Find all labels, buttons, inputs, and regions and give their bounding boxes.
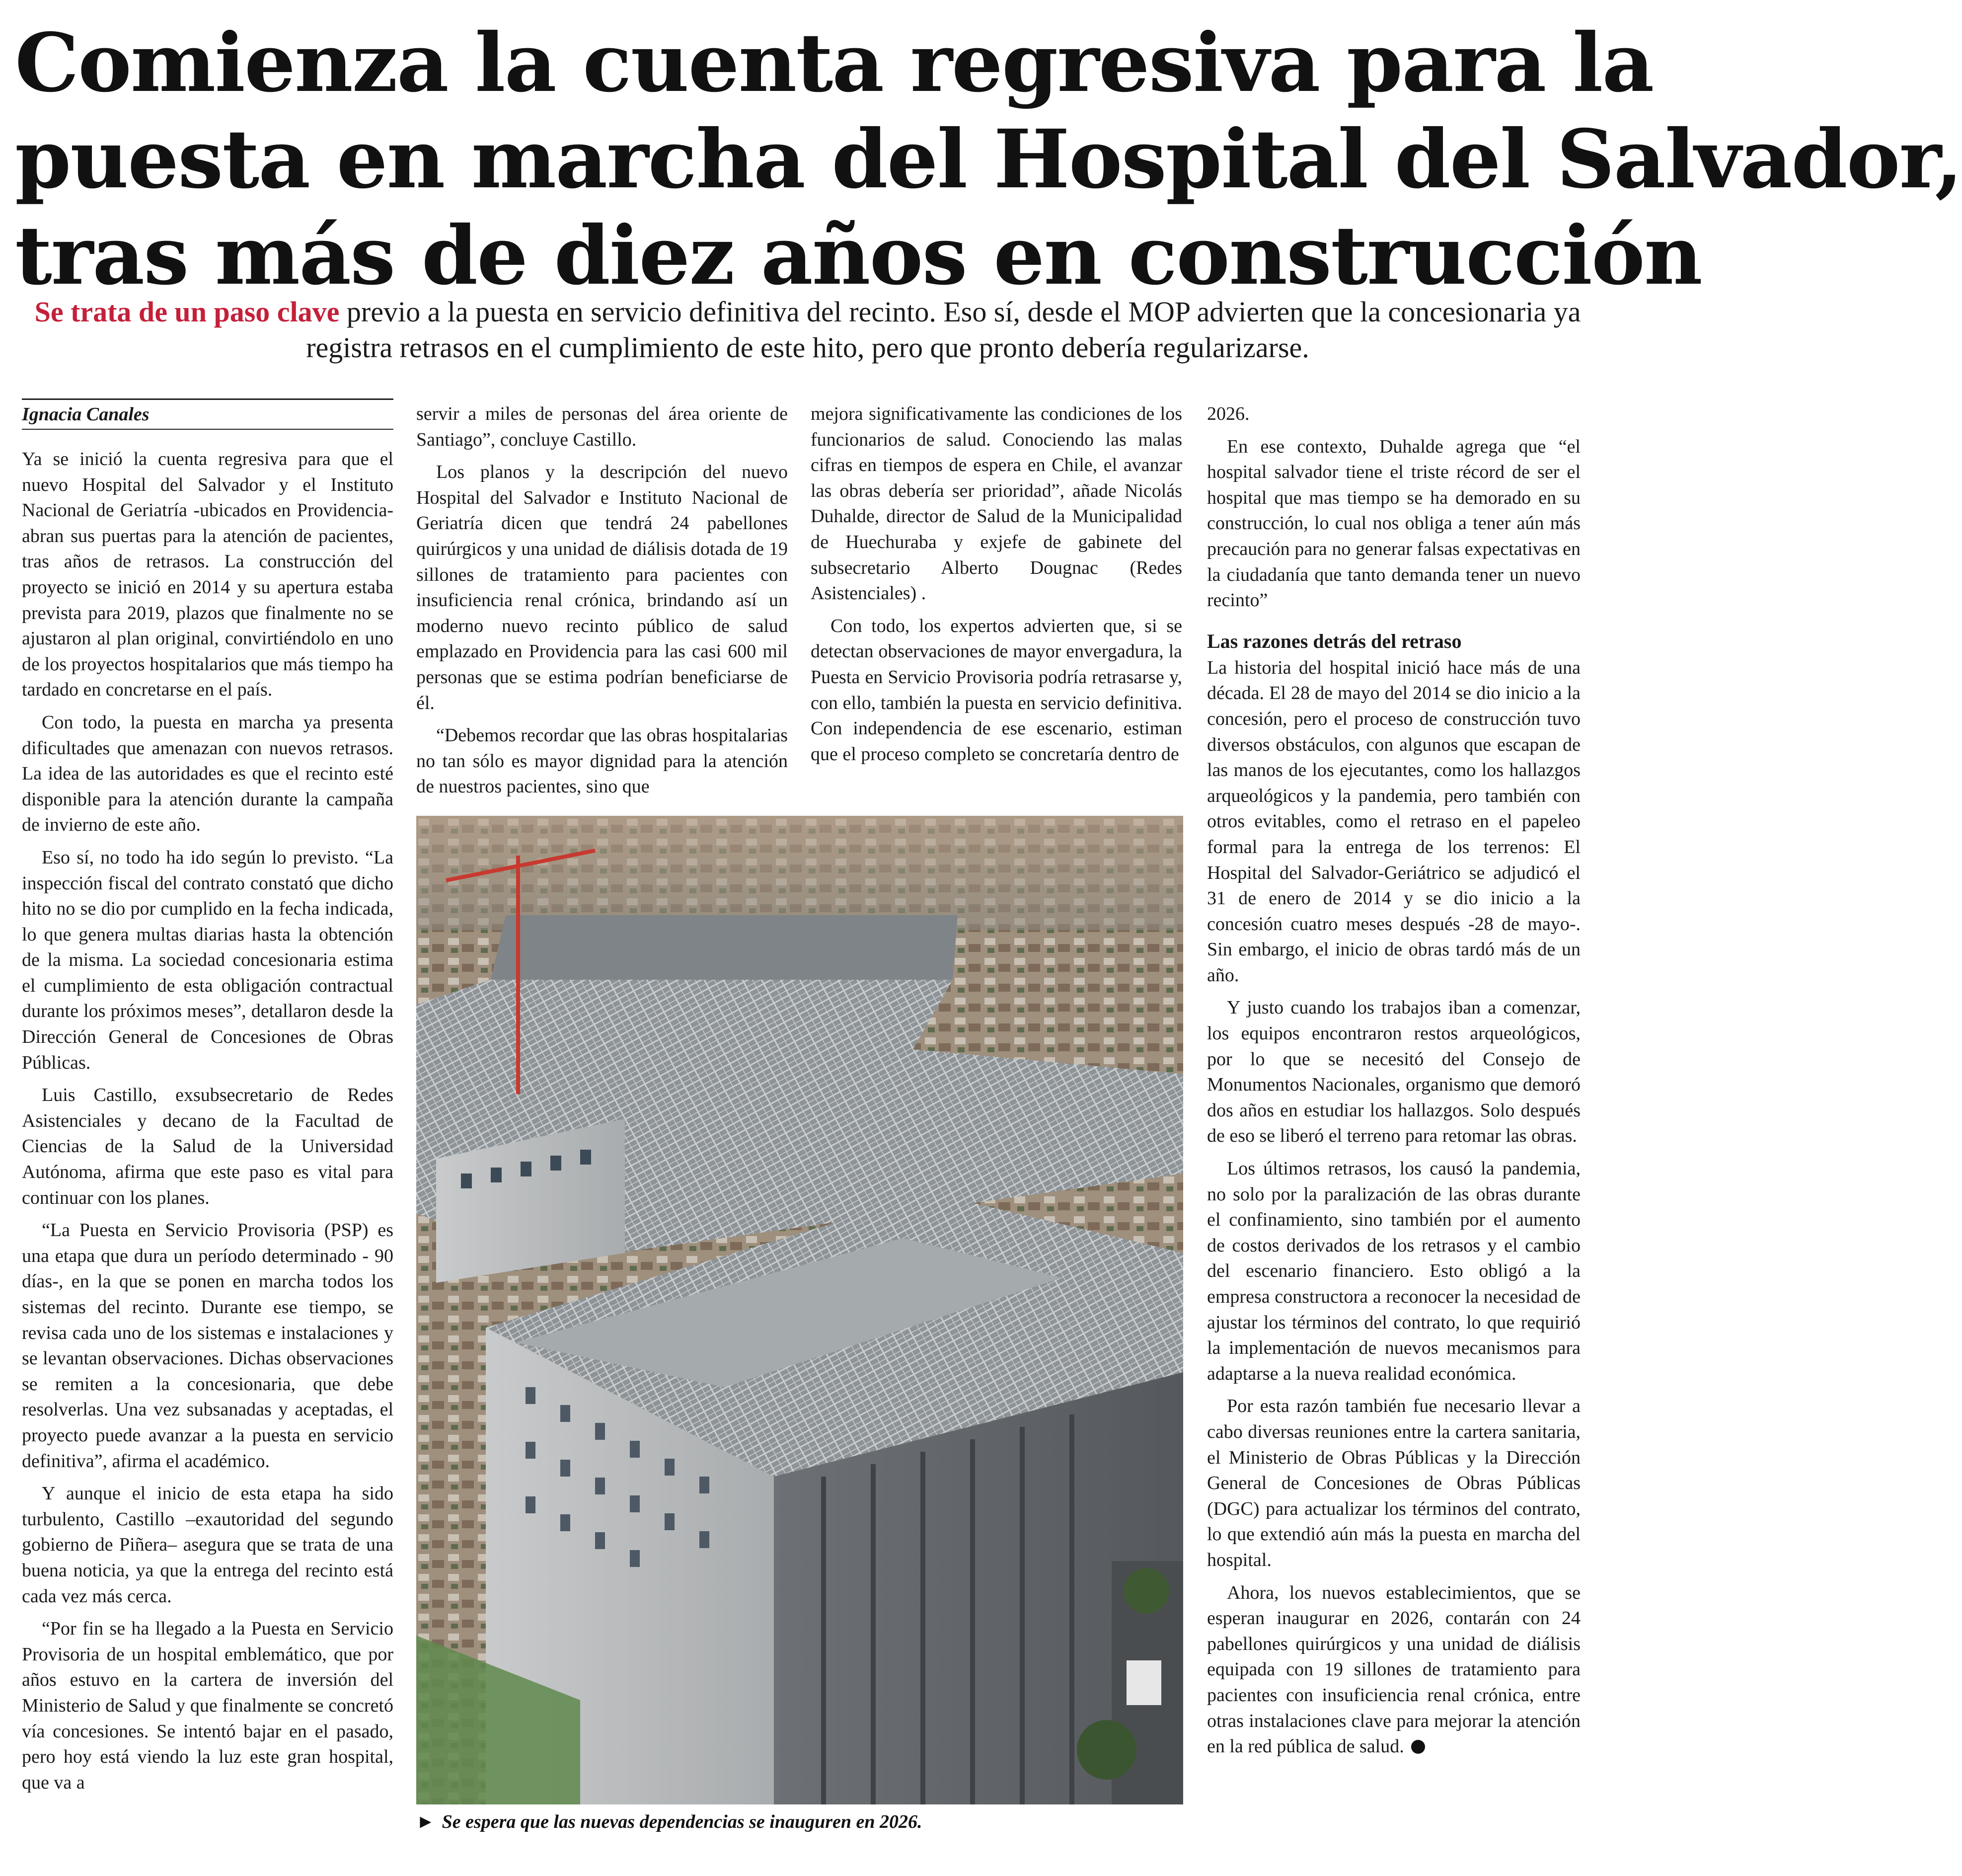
hospital-construction-photo xyxy=(416,816,1183,1804)
column-3 xyxy=(811,401,1182,767)
paragraph-text: Ahora, los nuevos establecimientos, que se esperan inaugurar en 2026, contarán con 24 pabellones quirúrgicos y una unidad de diálisis equipada con 19 sillones de tratamiento para pacientes con insuficiencia renal crónica, entre otras instalaciones clave para mejorar la atención en la red pública de salud. xyxy=(1207,1582,1581,1757)
section-subhead: Las razones detrás del retraso xyxy=(1207,629,1462,652)
paragraph: Con todo, la puesta en marcha ya presenta dificultades que amenazan con nuevos retrasos. La idea de las autoridades es que el recinto esté disponible para la atención durante la campaña de invierno de este año. xyxy=(22,711,393,836)
paragraph: Por esta razón también fue necesario llevar a cabo diversas reuniones entre la cartera sanitaria, el Ministerio de Obras Públicas y la Dirección General de Concesiones de Obras Públicas (DGC) para actualizar los términos del contrato, lo que extendió aún más la puesta en marcha del hospital. xyxy=(1207,1396,1581,1570)
column-2 xyxy=(416,401,788,800)
column-4 xyxy=(1207,401,1581,1760)
paragraph: mejora significativamente las condiciones de los funcionarios de salud. Conociendo las malas cifras en tiempos de espera en Chile, el avanzar las obras debería ser prioridad”, añade Nicolás Duhalde, director de Salud de la Municipalidad de Huechuraba y exjefe de gabinete del subsecretario Alberto Dougnac (Redes Asistenciales) . xyxy=(811,403,1182,604)
paragraph: Eso sí, no todo ha ido según lo previsto. “La inspección fiscal del contrato constató que dicho hito no se dio por cumplido en la fecha indicada, lo que genera multas diarias hasta la obtención de la misma. La sociedad concesionaria estima el cumplimiento de esta obligación contractual durante los próximos meses”, detallaron desde la Dirección General de Concesiones de Obras Públicas. xyxy=(22,847,393,1073)
paragraph: La historia del hospital inició hace más de una década. El 28 de mayo del 2014 se dio inicio a la concesión, pero el proceso de construcción tuvo diversos obstáculos, con algunos que escapan de las manos de los ejecutantes, como los hallazgos arqueológicos y la pandemia, pero también con otros evitables, como el retraso en el papeleo formal para la entrega de los terrenos: El Hospital del Salvador-Geriátrico se adjudicó el 31 de enero de 2014 y se dio inicio a la concesión cuatro meses después -28 de mayo-. Sin embargo, el inicio de obras tardó más de un año. xyxy=(1207,657,1581,986)
paragraph: Los últimos retrasos, los causó la pandemia, no solo por la paralización de las obras durante el confinamiento, sino también por el aumento de costos derivados de los retrasos y el cambio del escenario financiero. Esto obligó a la empresa constructora a reconocer la necesidad de ajustar los términos del contrato, lo que requirió la implementación de nuevos mecanismos para adaptarse a la nueva realidad económica. xyxy=(1207,1158,1581,1384)
headline-line-3: tras más de diez años en construcción xyxy=(15,209,1702,303)
deck xyxy=(30,294,1585,366)
headline-line-1: Comienza la cuenta regresiva para la xyxy=(15,16,1654,110)
paragraph: Luis Castillo, exsubsecretario de Redes Asistenciales y decano de la Facultad de Ciencias de la Salud de la Universidad Autónoma, afirma que este paso es vital para continuar con los planes. xyxy=(22,1085,393,1208)
paragraph: Los planos y la descripción del nuevo Hospital del Salvador e Instituto Nacional de Geriatría dicen que tendrá 24 pabellones quirúrgicos y una unidad de diálisis dotada de 19 sillones de tratamiento para pacientes con insuficiencia renal crónica, brindando así un moderno nuevo recinto público de salud emplazado en Providencia para las casi 600 mil personas que se estima podrían beneficiarse de él. xyxy=(416,462,788,713)
paragraph: Ya se inició la cuenta regresiva para que el nuevo Hospital del Salvador y el Instituto Nacional de Geriatría -ubicados en Providencia- abran sus puertas para la atención de pacientes, tras años de retrasos. La construcción del proyecto se inició en 2014 y su apertura estaba prevista para 2019, plazos que finalmente no se ajustaron al plan original, convirtiéndolo en uno de los proyectos hospitalarios que más tiempo ha tardado en concretarse en el país. xyxy=(22,449,393,701)
paragraph: “Por fin se ha llegado a la Puesta en Servicio Provisoria de un hospital emblemático, que por años estuvo en la cartera de inversión del Ministerio de Salud y que finalmente se concretó vía concesiones. Se intentó bajar en el pasado, pero hoy está viendo la luz este gran hospital, que va a xyxy=(22,1618,393,1793)
photo-illustration xyxy=(416,816,1183,1804)
caption-text: Se espera que las nuevas dependencias se inauguren en 2026. xyxy=(442,1811,922,1832)
paragraph xyxy=(1207,1580,1581,1760)
byline: Ignacia Canales xyxy=(22,398,393,430)
headline xyxy=(15,15,1962,304)
photo-caption xyxy=(416,1809,1183,1834)
paragraph: 2026. xyxy=(1207,403,1250,424)
deck-lead: Se trata de un paso clave xyxy=(34,296,340,328)
paragraph: En ese contexto, Duhalde agrega que “el hospital salvador tiene el triste récord de ser el hospital que mas tiempo se ha demorado en su construcción, lo cual nos obliga a tener aún más precaución para no generar falsas expectativas en la ciudadanía que tanto demanda tener un nuevo recinto” xyxy=(1207,436,1581,611)
paragraph: “La Puesta en Servicio Provisoria (PSP) es una etapa que dura un período determinado - 90 días-, en la que se ponen en marcha todos los sistemas del recinto. Durante ese tiempo, se revisa cada uno de los sistemas e instalaciones y se levantan observaciones. Dichas observaciones se remiten a la concesionaria, que debe resolverlas. Una vez subsanadas y aceptadas, el proyecto puede avanzar a la puesta en servicio definitiva”, afirma el académico. xyxy=(22,1220,393,1472)
headline-line-2: puesta en marcha del Hospital del Salvador, xyxy=(15,112,1962,207)
paragraph: Y aunque el inicio de esta etapa ha sido turbulento, Castillo –exautoridad del segundo gobierno de Piñera– asegura que se trata de una buena noticia, ya que la entrega del recinto está cada vez más cerca. xyxy=(22,1483,393,1607)
paragraph: “Debemos recordar que las obras hospitalarias no tan sólo es mayor dignidad para la atención de nuestros pacientes, sino que xyxy=(416,725,788,797)
paragraph: Con todo, los expertos advierten que, si se detectan observaciones de mayor envergadura, la Puesta en Servicio Provisoria podría retrasarse y, con ello, también la puesta en servicio definitiva. Con independencia de ese escenario, estiman que el proceso completo se concretaría dentro de xyxy=(811,615,1182,765)
deck-text: previo a la puesta en servicio definitiva del recinto. Eso sí, desde el MOP advierten que la concesionaria ya registra retrasos en el cumplimiento de este hito, pero que pronto debería regularizarse. xyxy=(306,296,1581,364)
column-1 xyxy=(22,401,393,1796)
end-of-article-mark xyxy=(1411,1740,1425,1754)
caption-arrow-icon: ► xyxy=(416,1811,435,1832)
paragraph: Y justo cuando los trabajos iban a comenzar, los equipos encontraron restos arqueológicos, por lo que se necesitó del Consejo de Monumentos Nacionales, organismo que demoró dos años en estudiar los hallazgos. Solo después de eso se liberó el terreno para retomar las obras. xyxy=(1207,997,1581,1147)
paragraph: servir a miles de personas del área oriente de Santiago”, concluye Castillo. xyxy=(416,403,788,450)
